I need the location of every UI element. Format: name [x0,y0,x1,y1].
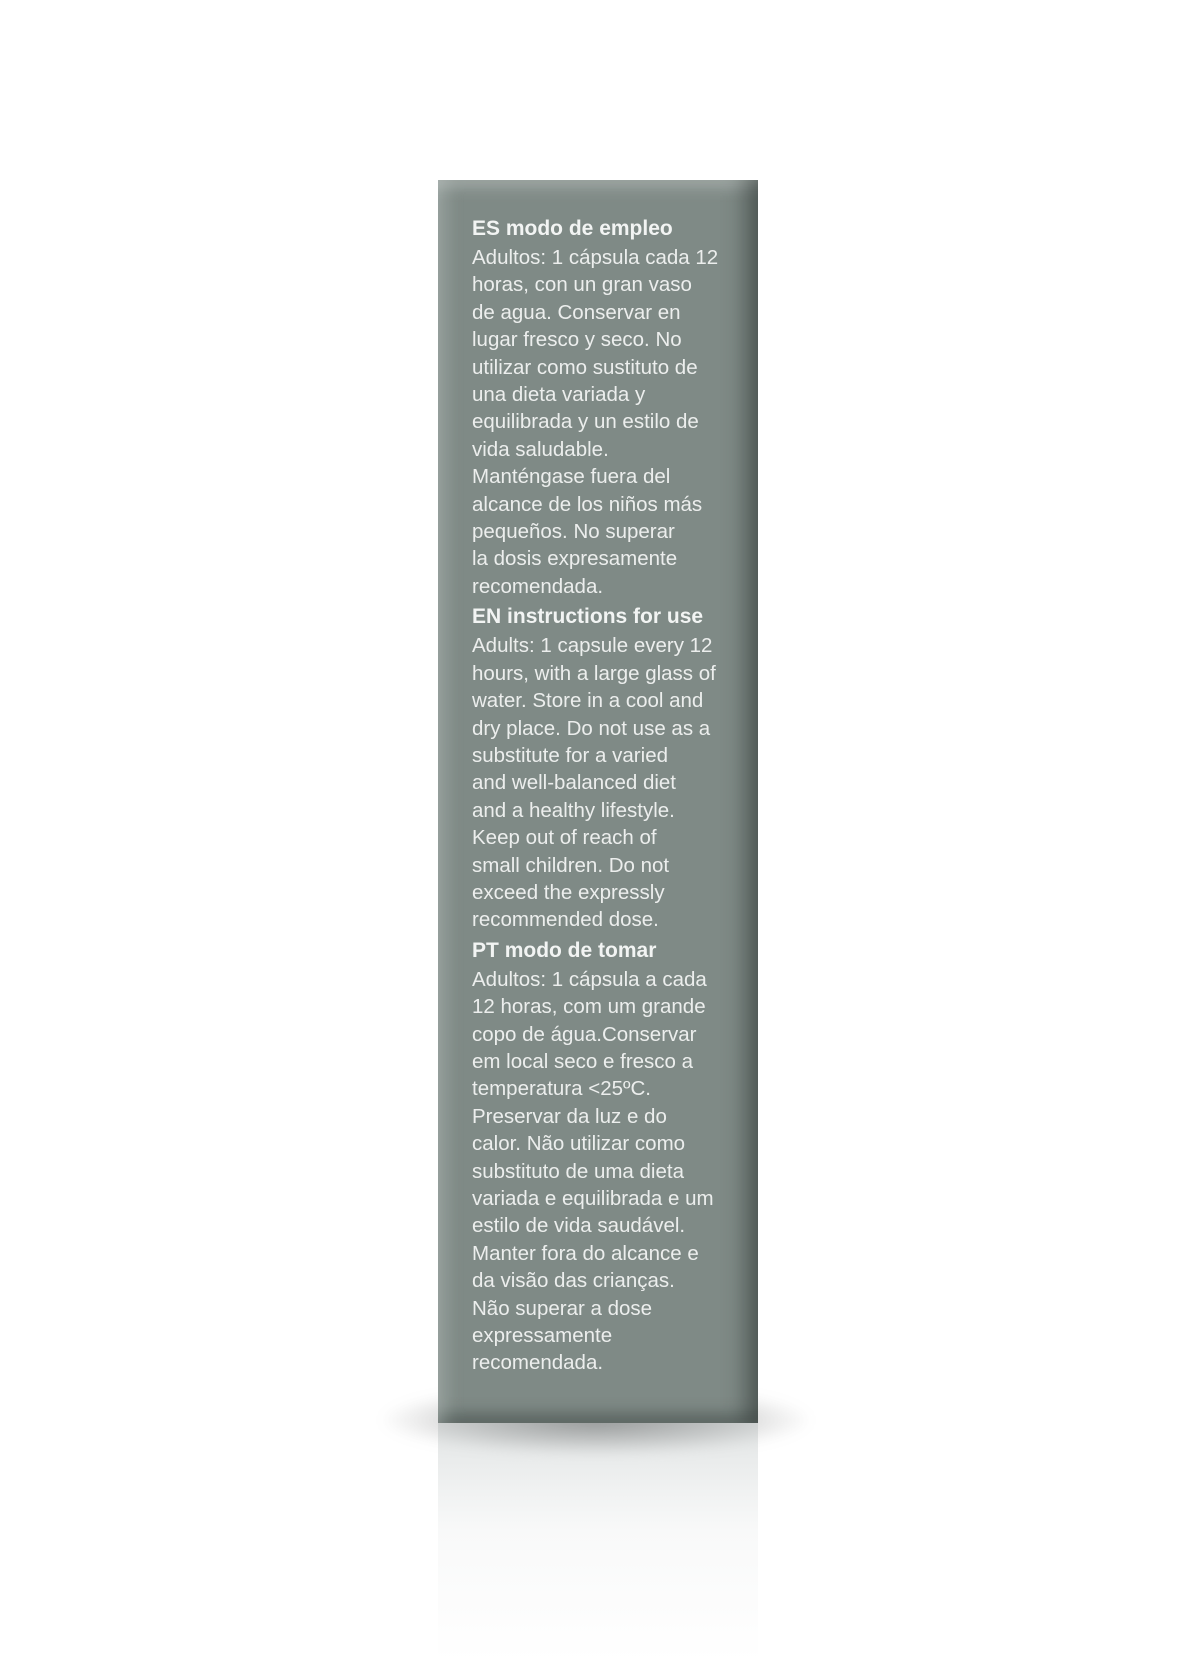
section-heading-pt [472,936,742,966]
instructions-panel [472,214,742,1379]
box-reflection [438,1422,758,1662]
section-title: instructions for use [507,605,704,629]
language-code: PT [472,938,499,962]
section-heading-es [472,214,742,244]
section-title: modo de tomar [504,938,657,962]
section-text-es: Adultos: 1 cápsula cada 12 horas, con un gran vaso de agua. Conservar en lugar fresco y seco. No utilizar como sustituto de una dieta variada y equilibrada y un estilo de vida saludable. Manténgase fuera del alcance de los niños más pequeños. No superar la dosis expresamente recomendada. [472,246,719,598]
section-text-en: Adults: 1 capsule every 12 hours, with a large glass of water. Store in a cool and dry place. Do not use as a substitute for a varied and well-balanced diet and a healthy lifestyle. Keep out of reach of small children. Do not exceed the expressly recommended dose. [472,634,716,932]
section-title: modo de empleo [505,217,673,240]
section-heading-en [472,602,742,632]
section-text-pt: Adultos: 1 cápsula a cada 12 horas, com um grande copo de água.Conservar em local seco e fresco a temperatura <25ºC. Preservar da luz e do calor. Não utilizar como substituto de uma dieta variada e equilibrada e um estilo de vida saudável. Manter fora do alcance e da visão das crianças. Não superar a dose expressamente recomendada. [472,967,714,1375]
product-box-side-panel [438,180,758,1423]
language-code: ES [472,217,501,240]
language-code: EN [472,605,502,629]
